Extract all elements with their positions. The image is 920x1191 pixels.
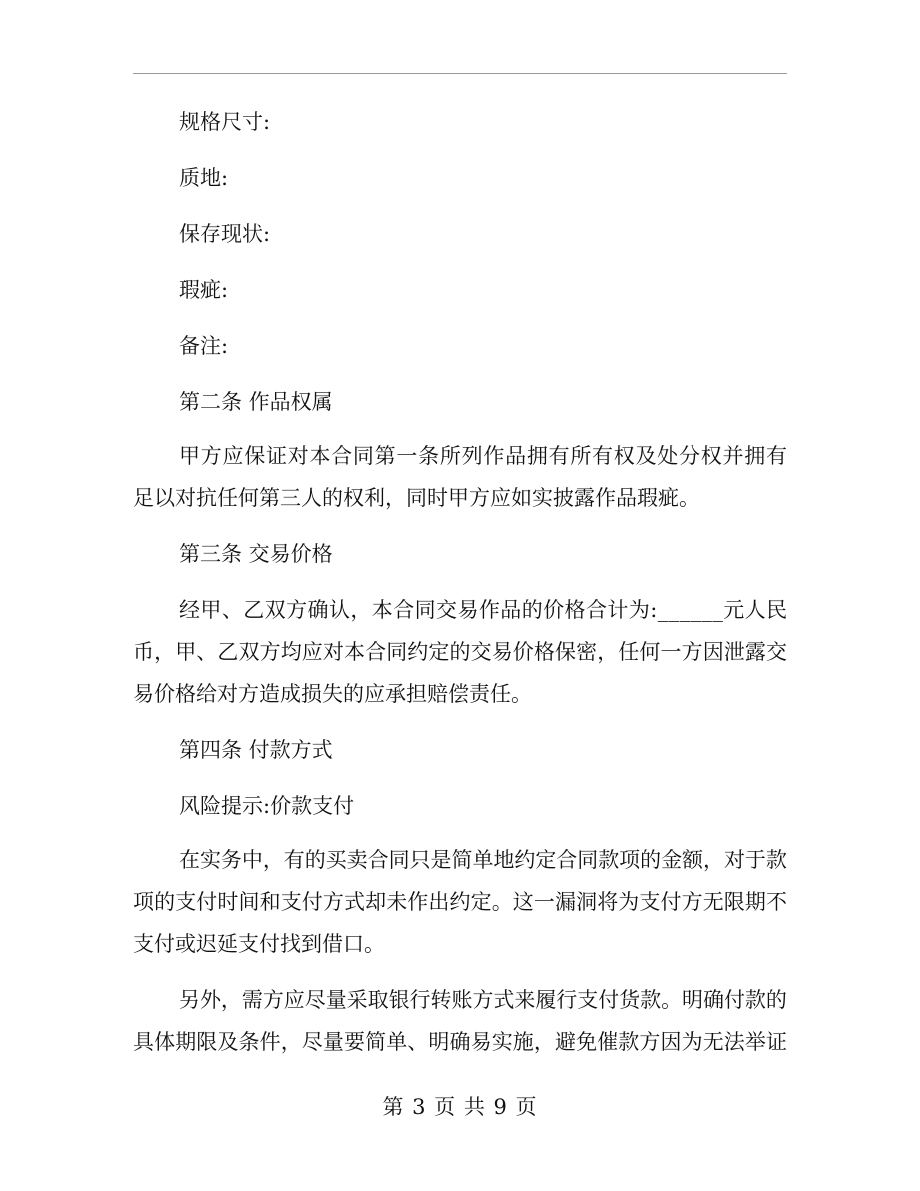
article-2-body-line-1: 甲方应保证对本合同第一条所列作品拥有所有权及处分权并拥有 — [179, 444, 788, 468]
risk-tip: 风险提示:价款支付 — [179, 794, 355, 818]
article-4-para-1-line-1: 在实务中，有的买卖合同只是简单地约定合同款项的金额，对于款 — [179, 848, 787, 872]
article-3-body-line-1: 经甲、乙双方确认，本合同交易作品的价格合计为:______元人民 — [179, 598, 788, 622]
article-4-para-1-line-3: 支付或迟延支付找到借口。 — [133, 932, 385, 956]
field-condition: 保存现状: — [179, 222, 271, 246]
field-remarks: 备注: — [179, 334, 229, 358]
article-3-body-line-3: 易价格给对方造成损失的应承担赔偿责任。 — [133, 682, 532, 706]
field-size: 规格尺寸: — [179, 110, 271, 134]
article-4-para-2-line-2: 具体期限及条件，尽量要简单、明确易实施，避免催款方因为无法举证 — [133, 1030, 788, 1054]
field-material: 质地: — [179, 166, 229, 190]
article-2-heading: 第二条 作品权属 — [179, 390, 333, 414]
field-defects: 瑕疵: — [179, 278, 229, 302]
page-indicator: 第 3 页 共 9 页 — [382, 1095, 538, 1119]
article-4-para-1-line-2: 项的支付时间和支付方式却未作出约定。这一漏洞将为支付方无限期不 — [133, 890, 788, 914]
header-rule — [133, 73, 787, 74]
article-4-para-2-line-1: 另外，需方应尽量采取银行转账方式来履行支付货款。明确付款的 — [179, 988, 787, 1012]
article-3-body-line-2: 币，甲、乙双方均应对本合同约定的交易价格保密，任何一方因泄露交 — [133, 640, 788, 664]
article-2-body-line-2: 足以对抗任何第三人的权利，同时甲方应如实披露作品瑕疵。 — [133, 486, 700, 510]
article-4-heading: 第四条 付款方式 — [179, 738, 333, 762]
article-3-heading: 第三条 交易价格 — [179, 542, 333, 566]
